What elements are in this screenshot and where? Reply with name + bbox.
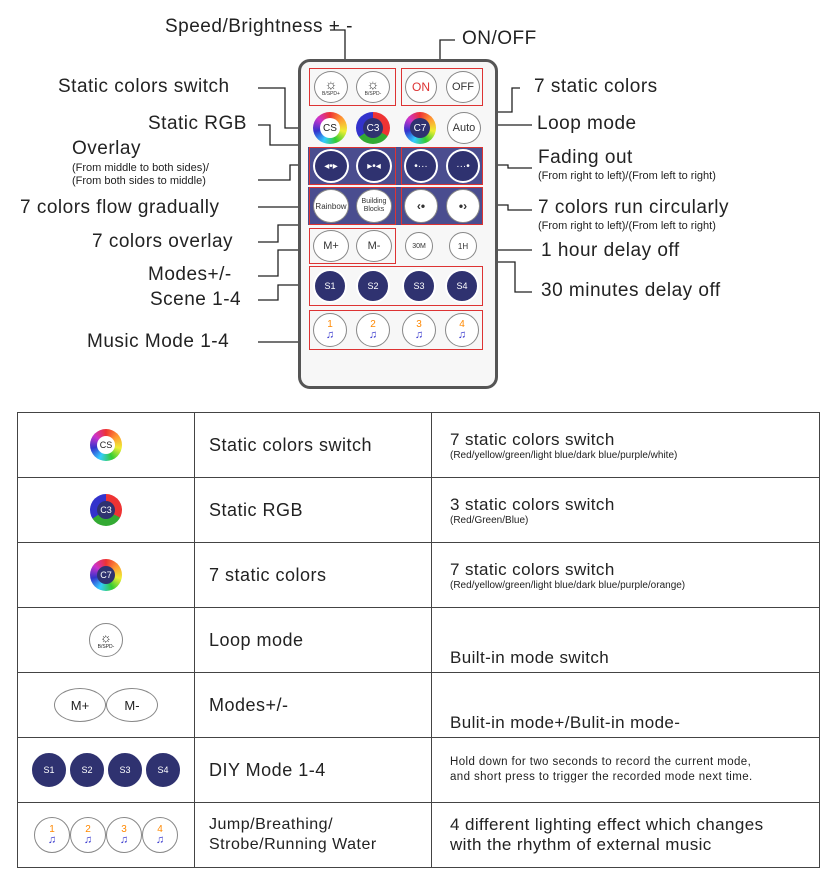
- scene-3-button[interactable]: S3: [402, 269, 436, 303]
- run-right-icon: •›: [458, 199, 468, 213]
- mode-minus-button[interactable]: M-: [356, 230, 392, 262]
- row-desc: [432, 738, 820, 803]
- bspd-plus-label: B/SPD+: [322, 91, 340, 97]
- music-note-icon: ♫: [414, 328, 424, 341]
- sun-icon: ☼: [366, 76, 380, 92]
- label-overlay-sub2: (From both sides to middle): [72, 175, 206, 187]
- music-1-label: 1: [327, 318, 333, 330]
- row-name: Static colors switch: [195, 413, 432, 478]
- row-desc-small: (Red/yellow/green/light blue/dark blue/purple/orange): [450, 579, 686, 591]
- row-desc-main: 7 static colors switch: [450, 429, 615, 449]
- table-row: [18, 413, 820, 478]
- overlay-out-button[interactable]: [313, 149, 349, 183]
- scene-4-icon: S4: [144, 751, 182, 789]
- label-music-mode: Music Mode 1-4: [87, 331, 230, 352]
- music-4-num: 4: [157, 823, 163, 835]
- label-speed-brightness: Speed/Brightness + -: [165, 16, 353, 37]
- label-seven-static-colors: 7 static colors: [534, 76, 658, 97]
- music-4-icon: 4 ♫: [142, 817, 178, 853]
- delay-1h-button[interactable]: 1H: [449, 232, 477, 260]
- circular-right-button[interactable]: [446, 189, 480, 223]
- table-row: [18, 803, 820, 868]
- c7-icon-label: C7: [97, 566, 115, 584]
- table-row: [18, 673, 820, 738]
- delay-30m-button[interactable]: 30M: [405, 232, 433, 260]
- label-modes: Modes+/-: [148, 264, 232, 285]
- row-name: 7 static colors: [195, 543, 432, 608]
- music-1-button[interactable]: [313, 313, 347, 347]
- mode-plus-button[interactable]: M+: [313, 230, 349, 262]
- music-note-icon: ♫: [325, 328, 335, 341]
- c3-button[interactable]: [356, 112, 390, 144]
- label-on-off: ON/OFF: [462, 28, 537, 49]
- on-button[interactable]: ON: [405, 71, 437, 103]
- label-scene: Scene 1-4: [150, 289, 242, 310]
- fade-left-icon: •···: [414, 160, 428, 172]
- function-table: [17, 412, 820, 868]
- fade-left-button[interactable]: [404, 149, 438, 183]
- label-fading-out-sub: (From right to left)/(From left to right): [538, 170, 716, 182]
- row-desc-second: and short press to trigger the recorded mode next time.: [450, 771, 753, 783]
- scene-3-icon: S3: [106, 751, 144, 789]
- bspd-plus-button[interactable]: [314, 71, 348, 103]
- row-desc-main: Built-in mode switch: [450, 648, 610, 667]
- scene-2-button[interactable]: S2: [356, 269, 390, 303]
- building-label: Building: [361, 198, 387, 205]
- icon-cell: [18, 738, 195, 803]
- off-button[interactable]: OFF: [446, 71, 480, 103]
- music-3-icon: 3 ♫: [106, 817, 142, 853]
- row-desc: [432, 673, 820, 738]
- c7-button[interactable]: [404, 112, 436, 144]
- music-2-label: 2: [370, 318, 376, 330]
- label-run-circularly: 7 colors run circularly: [538, 197, 729, 218]
- label-static-colors-switch: Static colors switch: [58, 76, 230, 97]
- sun-icon: ☼: [324, 76, 338, 92]
- row-name: Modes+/-: [195, 673, 432, 738]
- fade-right-icon: ···•: [456, 160, 470, 172]
- row-name: DIY Mode 1-4: [195, 738, 432, 803]
- label-colors-overlay: 7 colors overlay: [92, 231, 234, 252]
- table-row: [18, 478, 820, 543]
- icon-cell: [18, 608, 195, 673]
- auto-button[interactable]: Auto: [447, 112, 481, 144]
- row-desc-small: (Red/Green/Blue): [450, 514, 529, 526]
- cs-label: CS: [320, 118, 340, 138]
- scene-4-button[interactable]: S4: [445, 269, 479, 303]
- c7-icon: [90, 559, 122, 591]
- row-name: [195, 803, 432, 868]
- arrows-out-icon: ◂•▸: [324, 160, 338, 172]
- label-thirty-delay: 30 minutes delay off: [541, 280, 721, 301]
- overlay-in-button[interactable]: [356, 149, 392, 183]
- bspd-minus-label: B/SPD-: [364, 91, 382, 97]
- arrows-in-icon: ▸•◂: [367, 160, 381, 172]
- run-left-icon: ‹•: [416, 199, 426, 213]
- music-4-label: 4: [459, 318, 465, 330]
- row-desc-main: 4 different lighting effect which changes: [450, 815, 764, 834]
- c3-icon: [90, 494, 122, 526]
- c3-icon-label: C3: [97, 501, 115, 519]
- c7-label: C7: [410, 118, 430, 138]
- icon-cell: [18, 803, 195, 868]
- bspd-minus-button[interactable]: [356, 71, 390, 103]
- table-row: [18, 543, 820, 608]
- scene-2-icon: S2: [68, 751, 106, 789]
- music-note-icon: ♫: [457, 328, 467, 341]
- label-hour-delay: 1 hour delay off: [541, 240, 680, 261]
- mode-plus-icon: M+: [54, 688, 106, 722]
- music-1-icon: 1 ♫: [34, 817, 70, 853]
- table-row: [18, 738, 820, 803]
- label-overlay-sub1: (From middle to both sides)/: [72, 162, 209, 174]
- label-overlay: Overlay: [72, 138, 141, 159]
- label-loop-mode: Loop mode: [537, 113, 637, 134]
- circular-left-button[interactable]: [404, 189, 438, 223]
- c3-label: C3: [363, 118, 383, 138]
- music-4-button[interactable]: [445, 313, 479, 347]
- row-desc-small: (Red/yellow/green/light blue/dark blue/purple/white): [450, 449, 678, 461]
- row-desc: [432, 478, 820, 543]
- music-2-button[interactable]: [356, 313, 390, 347]
- row-name: Loop mode: [195, 608, 432, 673]
- icon-cell: [18, 543, 195, 608]
- scene-1-icon: S1: [30, 751, 68, 789]
- icon-cell: [18, 478, 195, 543]
- blocks-label: Blocks: [363, 206, 385, 213]
- music-1-num: 1: [49, 823, 55, 835]
- fade-right-button[interactable]: [446, 149, 480, 183]
- row-desc-main: Bulit-in mode+/Bulit-in mode-: [450, 713, 681, 732]
- row-desc-main: 3 static colors switch: [450, 494, 615, 514]
- row-name-1: Jump/Breathing/: [209, 816, 334, 833]
- sun-icon: ☼ B/SPD-: [89, 623, 123, 657]
- music-3-num: 3: [121, 823, 127, 835]
- icon-cell: [18, 673, 195, 738]
- row-name: Static RGB: [195, 478, 432, 543]
- icon-cell: [18, 413, 195, 478]
- row-desc-main: Hold down for two seconds to record the current mode,: [450, 756, 752, 768]
- row-desc: [432, 608, 820, 673]
- cs-icon: [90, 429, 122, 461]
- music-2-num: 2: [85, 823, 91, 835]
- row-desc: [432, 413, 820, 478]
- music-3-button[interactable]: [402, 313, 436, 347]
- label-flow-gradually: 7 colors flow gradually: [20, 197, 220, 218]
- music-note-icon: ♫: [368, 328, 378, 341]
- mode-minus-icon: M-: [106, 688, 158, 722]
- music-3-label: 3: [416, 318, 422, 330]
- cs-button[interactable]: [313, 112, 347, 144]
- building-blocks-button[interactable]: [356, 189, 392, 223]
- label-run-circularly-sub: (From right to left)/(From left to right): [538, 220, 716, 232]
- row-desc: [432, 803, 820, 868]
- bspd-icon-label: B/SPD-: [97, 643, 115, 650]
- cs-icon-label: CS: [97, 436, 115, 454]
- music-2-icon: 2 ♫: [70, 817, 106, 853]
- row-desc: [432, 543, 820, 608]
- label-fading-out: Fading out: [538, 147, 633, 168]
- label-static-rgb: Static RGB: [148, 113, 247, 134]
- rainbow-button[interactable]: Rainbow: [313, 189, 349, 223]
- row-desc-second: with the rhythm of external music: [450, 835, 712, 854]
- scene-1-button[interactable]: S1: [313, 269, 347, 303]
- row-name-2: Strobe/Running Water: [209, 836, 377, 853]
- row-desc-main: 7 static colors switch: [450, 559, 615, 579]
- table-row: [18, 608, 820, 673]
